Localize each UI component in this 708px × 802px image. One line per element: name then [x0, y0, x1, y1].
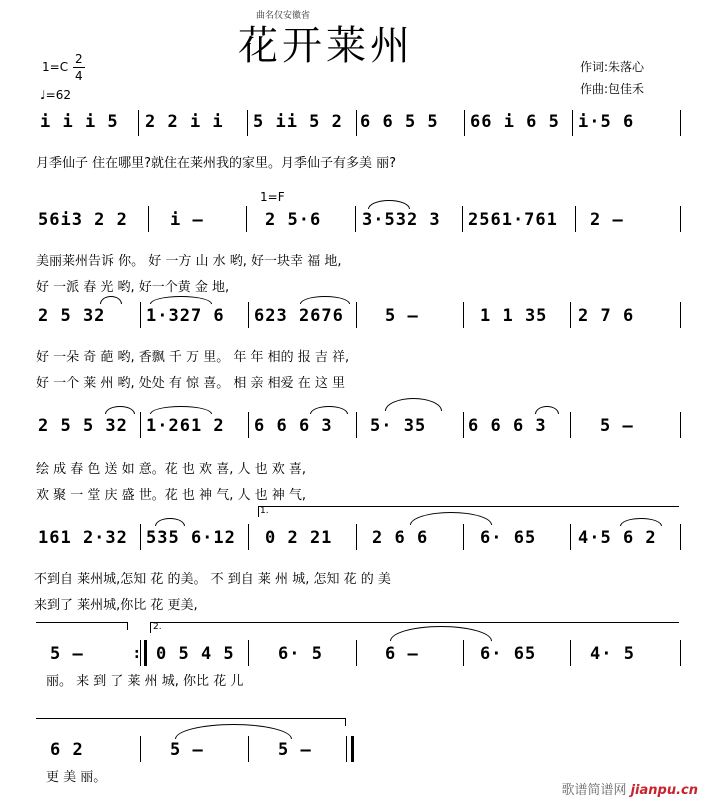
measure-1-4: 6 6 5 5 — [360, 112, 439, 132]
barline — [463, 412, 464, 438]
barline — [463, 302, 464, 328]
time-signature-denominator: 4 — [75, 69, 83, 83]
barline — [680, 640, 681, 666]
barline — [356, 302, 357, 328]
final-barline — [351, 736, 354, 762]
measure-4-6: 5 – — [600, 416, 634, 436]
measure-3-1: 2 5 32 — [38, 306, 106, 326]
measure-2-2: i – — [170, 210, 204, 230]
measure-4-1: 2 5 5 32 — [38, 416, 128, 436]
measure-2-4: 3·532 3 — [362, 210, 441, 230]
watermark-url: jianpu.cn — [630, 783, 698, 798]
barline — [463, 524, 464, 550]
measure-7-3: 5 – — [278, 740, 312, 760]
barline — [248, 524, 249, 550]
lyrics-row-2a: 美丽莱州告诉 你。 好 一方 山 水 哟, 好一块幸 福 地, — [36, 254, 342, 269]
song-title: 花开莱州 — [238, 23, 414, 69]
measure-5-6: 4·5 6 2 — [578, 528, 657, 548]
slur — [105, 406, 135, 414]
barline — [680, 302, 681, 328]
measure-4-2: 1·261 2 — [146, 416, 225, 436]
barline — [680, 524, 681, 550]
measure-3-2: 1·327 6 — [146, 306, 225, 326]
slur — [368, 200, 410, 209]
barline — [356, 412, 357, 438]
measure-7-2: 5 – — [170, 740, 204, 760]
slur — [100, 296, 122, 304]
barline — [572, 110, 573, 136]
measure-5-4: 2 6 6 — [372, 528, 429, 548]
barline — [570, 524, 571, 550]
barline — [570, 412, 571, 438]
slur — [300, 296, 350, 304]
volta-second-end-line — [36, 718, 346, 719]
measure-4-4: 5· 35 — [370, 416, 427, 436]
barline — [140, 412, 141, 438]
watermark-site: 歌谱简谱网 — [561, 783, 627, 798]
measure-6-4: 6 – — [385, 644, 419, 664]
barline — [356, 110, 357, 136]
slur — [155, 518, 185, 526]
key-change: 1=F — [260, 190, 285, 204]
measure-5-3: 0 2 21 — [265, 528, 333, 548]
measure-3-6: 2 7 6 — [578, 306, 635, 326]
volta-first-label: 1. — [260, 506, 269, 516]
barline — [248, 640, 249, 666]
measure-6-5: 6· 65 — [480, 644, 537, 664]
barline — [246, 206, 247, 232]
measure-2-1: 56i3 2 2 — [38, 210, 128, 230]
barline — [356, 640, 357, 666]
barline — [248, 412, 249, 438]
barline — [575, 206, 576, 232]
measure-5-5: 6· 65 — [480, 528, 537, 548]
slur — [175, 724, 292, 739]
measure-6-6: 4· 5 — [590, 644, 635, 664]
lyrics-row-3b: 好 一个 莱 州 哟, 处处 有 惊 喜。 相 亲 相爱 在 这 里 — [36, 376, 345, 391]
measure-5-1: 161 2·32 — [38, 528, 128, 548]
barline — [138, 110, 139, 136]
barline — [148, 206, 149, 232]
measure-6-2: 0 5 4 5 — [156, 644, 235, 664]
barline — [680, 412, 681, 438]
barline — [463, 640, 464, 666]
slur — [620, 518, 662, 526]
key-signature: 1=C — [42, 60, 69, 74]
measure-1-5: 66 i 6 5 — [470, 112, 560, 132]
barline — [247, 110, 248, 136]
barline — [464, 110, 465, 136]
volta-second-label: 2. — [153, 622, 162, 632]
measure-1-2: 2 2 i i — [145, 112, 224, 132]
barline — [140, 736, 141, 762]
lyrics-row-5b: 来到了 莱州城,你比 花 更美, — [34, 598, 198, 613]
repeat-barline — [144, 640, 147, 666]
measure-1-6: i·5 6 — [578, 112, 635, 132]
slur — [535, 406, 559, 414]
lyrics-row-2b: 好 一派 春 光 哟, 好一个黄 金 地, — [36, 280, 230, 295]
time-signature-line — [73, 67, 85, 68]
barline — [462, 206, 463, 232]
barline — [248, 302, 249, 328]
barline — [355, 206, 356, 232]
barline — [570, 640, 571, 666]
lyrics-row-4a: 绘 成 春 色 送 如 意。花 也 欢 喜, 人 也 欢 喜, — [36, 462, 306, 477]
measure-6-1: 5 – — [50, 644, 84, 664]
measure-3-5: 1 1 35 — [480, 306, 548, 326]
barline — [680, 206, 681, 232]
measure-7-1: 6 2 — [50, 740, 84, 760]
slur — [150, 296, 212, 304]
lyrics-row-1: 月季仙子 住在哪里?就住在莱州我的家里。月季仙子有多美 丽? — [36, 156, 397, 171]
barline — [356, 524, 357, 550]
measure-6-3: 6· 5 — [278, 644, 323, 664]
volta-second-end-tick — [345, 718, 346, 726]
slur — [150, 406, 212, 414]
lyrics-row-4b: 欢 聚 一 堂 庆 盛 世。花 也 神 气, 人 也 神 气, — [36, 488, 306, 503]
measure-1-3: 5 ii 5 2 — [253, 112, 343, 132]
time-signature-numerator: 2 — [75, 52, 83, 66]
lyrics-row-6: 丽。 来 到 了 莱 州 城, 你比 花 儿 — [46, 674, 244, 689]
barline — [140, 524, 141, 550]
lyrics-row-7: 更 美 丽。 — [46, 770, 107, 785]
barline — [248, 736, 249, 762]
barline — [346, 736, 347, 762]
repeat-dots: : — [134, 646, 140, 662]
volta-end-tick — [127, 622, 128, 630]
composer-credit: 作曲:包佳禾 — [580, 82, 645, 96]
barline — [680, 110, 681, 136]
barline — [140, 640, 141, 666]
slur — [385, 398, 442, 411]
title-stamp: 曲名仅安徽省 — [256, 11, 311, 21]
barline — [570, 302, 571, 328]
lyrics-row-3a: 好 一朵 奇 葩 哟, 香飘 千 万 里。 年 年 相的 报 吉 祥, — [36, 350, 350, 365]
measure-2-6: 2 – — [590, 210, 624, 230]
measure-3-4: 5 – — [385, 306, 419, 326]
volta-end-line — [36, 622, 128, 623]
measure-1-1: i i i 5 — [40, 112, 119, 132]
watermark — [561, 779, 698, 798]
barline — [140, 302, 141, 328]
slur — [310, 406, 348, 414]
measure-4-5: 6 6 6 3 — [468, 416, 547, 436]
measure-2-3: 2 5·6 — [265, 210, 322, 230]
lyricist-credit: 作词:朱落心 — [580, 60, 645, 74]
tempo-mark: ♩=62 — [40, 88, 71, 102]
measure-3-3: 623 2676 — [254, 306, 344, 326]
measure-2-5: 2561·761 — [468, 210, 558, 230]
measure-5-2: 535 6·12 — [146, 528, 236, 548]
lyrics-row-5a: 不到自 莱州城,怎知 花 的美。 不 到自 莱 州 城, 怎知 花 的 美 — [34, 572, 391, 587]
measure-4-3: 6 6 6 3 — [254, 416, 333, 436]
